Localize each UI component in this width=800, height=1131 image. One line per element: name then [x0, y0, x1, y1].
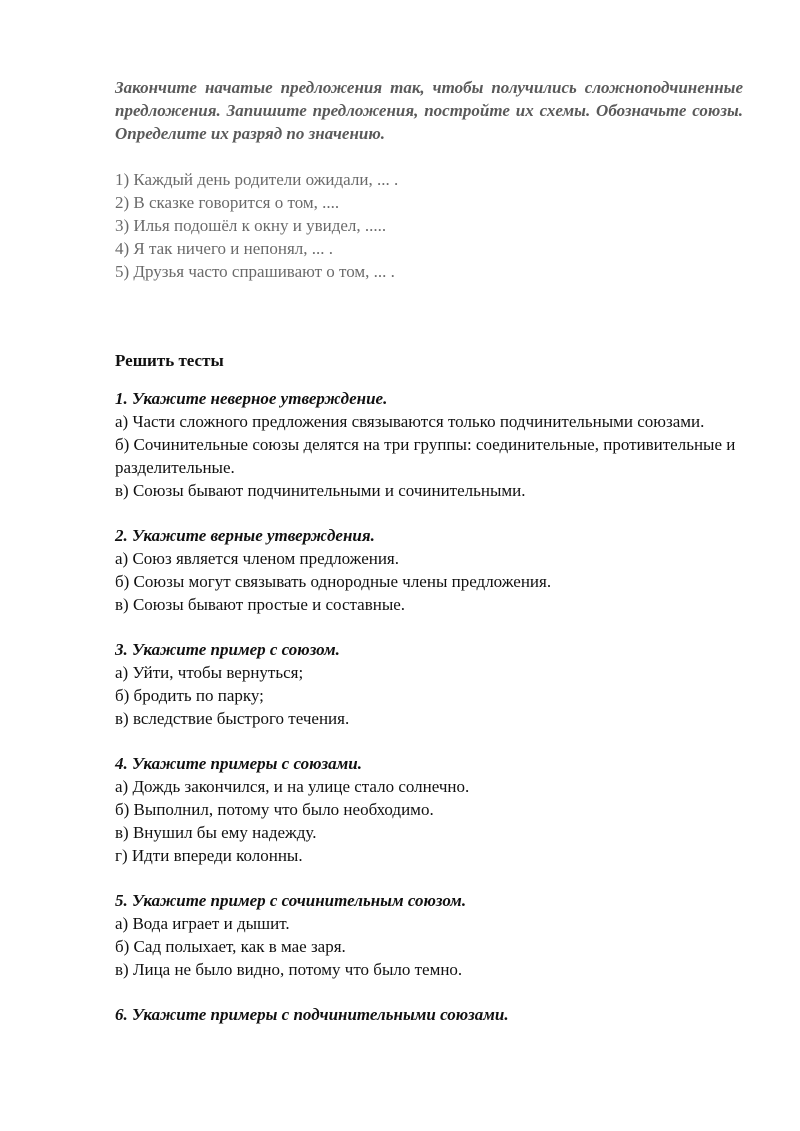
- answer-option: в) Внушил бы ему надежду.: [115, 823, 317, 842]
- answer-option: а) Дождь закончился, и на улице стало солнечно.: [115, 777, 470, 796]
- answer-option: в) Лица не было видно, потому что было темно.: [115, 960, 463, 979]
- answer-option: а) Уйти, чтобы вернуться;: [115, 663, 304, 682]
- question-2: [115, 524, 743, 616]
- question-title: 4. Укажите примеры с союзами.: [115, 754, 362, 773]
- answer-option: а) Союз является членом предложения.: [115, 549, 400, 568]
- question-4: [115, 752, 743, 867]
- answer-option: в) вследствие быстрого течения.: [115, 709, 350, 728]
- answer-option: г) Идти впереди колонны.: [115, 846, 303, 865]
- exercise-item: 3) Илья подошёл к окну и увидел, .....: [115, 216, 387, 235]
- answer-option: в) Союзы бывают подчинительными и сочинительными.: [115, 481, 526, 500]
- exercise-item: 5) Друзья часто спрашивают о том, ... .: [115, 262, 395, 281]
- answer-option: б) Сочинительные союзы делятся на три группы: соединительные, противительные и разделительные.: [115, 435, 736, 477]
- tests-section: [115, 387, 743, 1048]
- question-5: [115, 889, 743, 981]
- answer-option: б) Союзы могут связывать однородные члены предложения.: [115, 572, 552, 591]
- question-title: 1. Укажите неверное утверждение.: [115, 389, 388, 408]
- exercise-item: 1) Каждый день родители ожидали, ... .: [115, 170, 399, 189]
- exercise-item: 4) Я так ничего и непонял, ... .: [115, 239, 334, 258]
- task-instruction: Закончите начатые предложения так, чтобы получились сложноподчиненные предложения. Запишите предложения, постройте их схемы. Обозначьте союзы. Определите их разряд по значению.: [115, 78, 743, 143]
- question-title: 3. Укажите пример с союзом.: [115, 640, 340, 659]
- tests-heading: Решить тесты: [115, 351, 224, 370]
- answer-option: в) Союзы бывают простые и составные.: [115, 595, 406, 614]
- question-title: 6. Укажите примеры с подчинительными союзами.: [115, 1005, 509, 1024]
- answer-option: б) Выполнил, потому что было необходимо.: [115, 800, 434, 819]
- answer-option: а) Части сложного предложения связываются только подчинительными союзами.: [115, 412, 705, 431]
- answer-option: а) Вода играет и дышит.: [115, 914, 290, 933]
- question-title: 5. Укажите пример с сочинительным союзом.: [115, 891, 467, 910]
- answer-option: б) Сад полыхает, как в мае заря.: [115, 937, 346, 956]
- question-3: [115, 638, 743, 730]
- exercise-item: 2) В сказке говорится о том, ....: [115, 193, 340, 212]
- question-title: 2. Укажите верные утверждения.: [115, 526, 375, 545]
- question-1: [115, 387, 743, 502]
- answer-option: б) бродить по парку;: [115, 686, 264, 705]
- exercise-list: [115, 168, 743, 283]
- question-6: [115, 1003, 743, 1026]
- document-page: [115, 76, 743, 1024]
